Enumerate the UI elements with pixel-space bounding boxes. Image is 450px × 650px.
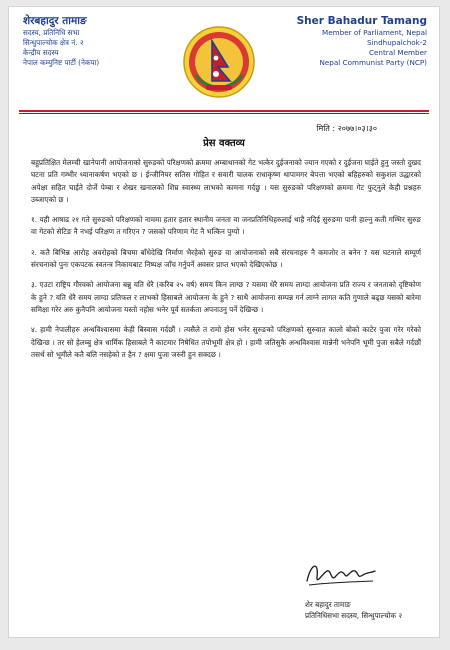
signatory-title: प्रतिनिधिसभा सदस्य, सिन्धुपाल्चोक २ xyxy=(305,611,403,620)
letterhead-line: नेपाल कम्युनिष्ट पार्टी (नेकपा) xyxy=(23,58,100,67)
signatory-name: शेर बहादुर तामाङ xyxy=(305,600,351,609)
letterhead-english xyxy=(277,15,427,68)
letterhead-line: Member of Parliament, Nepal xyxy=(322,28,427,37)
paragraph-intro: बहुप्रतिक्षित मेलम्ची खानेपानी आयोजनाको सुरुङको परिक्षणको क्रममा अम्बाथानको गेट भत्केर दुईजनाको ज्यान गएको र दुईजना घाईते हुनु जस्तो दुखद घटना प्रति गम्भीर ध्यानाकर्षण भएको छ । ईन्जीनियर सतिस गोहित र सवारी चालक राधाकृष्ण थापामगर बेपत्ता भएको बहिहरुको सकुशल उद्धारको अपेक्षा सहित घाईते दोर्जे पेम्बा र शेखर खनालको शिघ्र स्वास्थ्य लाभको कामना गर्दछु । यस सुरुङको परिक्षणको क्रममा गेट फुट्नुले केही प्रश्नहरु उब्जाएको छ । xyxy=(31,158,421,204)
paragraph-point-3: ३. एउटा राष्ट्रिय गौरवको आयोजना बन्नु यति धेरै (करिब २५ वर्ष) समय किन लाग्छ ? यसमा धेरै समय लाग्दा आयोजना प्रति राज्य र जनताको दृष्टिकोण के हुने ? यति धेरै समय लाग्दा प्रतिफल र लाभको हिसाबले आयोजना के हुने ? साथै आयोजना सम्पन्न गर्न लाग्ने लागत कति गुणाले बढ्छ यसको बारेमा समिक्षा गरेर अरु कुनैपनि आयोजना यस्तो नहोस भनेर पूर्व सतर्कता अपनाउनु पर्ने देखिन्छ । xyxy=(31,280,421,314)
document-date: मिति : २०७७।०३।३० xyxy=(316,124,377,133)
letterhead-line: Sindhupalchok-2 xyxy=(367,38,427,47)
nepal-emblem-icon xyxy=(182,25,256,99)
letterhead-nepali xyxy=(23,15,173,68)
letterhead-name-english: Sher Bahadur Tamang xyxy=(296,15,427,27)
letterhead-line: Central Member xyxy=(368,48,427,57)
signatory-block xyxy=(305,599,402,621)
document-body xyxy=(31,157,421,369)
header-divider-red xyxy=(19,110,429,112)
letterhead-name-nepali: शेरबहादुर तामाङ xyxy=(23,15,87,27)
letterhead-line: Nepal Communist Party (NCP) xyxy=(319,58,427,67)
paragraph-point-1: १. यही आषाढ २१ गते सुरुङको परिक्षणको नाममा हतार हतार स्थानीय जनता वा जनप्रतिनिधिहरुलाई थाहै नदिई सुरुङमा पानी हाल्नु कती गम्भिर सुरुङ वा गेटको सेटिङ नै नभई परिक्षण त गरिएन ? जसको परिणाम गेट नै भत्किन पुग्यो । xyxy=(31,215,421,237)
header-divider-blue xyxy=(19,113,429,114)
paragraph-point-2: २. कतै बिभिन्न आरोह अवरोहको बिचमा बाँधेदेखि निर्माण भैरहेको सुरुङ वा आयोजनाको सबै संरचनाहरु नै कमजोर त बनेन ? यस घटनाले सम्पूर्ण संरचनाको पुनः एकपटक स्वतन्त्र निकायबाट निष्पक्ष जाँच गर्नुपर्ने अवसर प्राप्त भएको देखिएकोछ । xyxy=(31,247,421,270)
letterhead-line: सिन्धुपाल्चोक क्षेत्र नं. २ xyxy=(23,38,84,47)
handwritten-signature xyxy=(301,555,381,591)
letter-page xyxy=(8,6,440,638)
letterhead-line: केन्द्रीय सदस्य xyxy=(23,48,59,57)
letterhead-line: सदस्य, प्रतिनिधि सभा xyxy=(23,28,80,37)
document-title: प्रेस वक्तव्य xyxy=(203,138,245,149)
paragraph-point-4: ४. हामी नेपालीहरु अन्धविश्वासमा केही बिस्वास गर्दछौं । त्यसैले त रामो होस भनेर सुरुङको परिक्षणको सुरुवात कालो बोको काटेर पुजा गरेर गरेको देखिन्छ । तर सो हेलम्बु क्षेत्र धार्मिक हिसाबले नै काटमार निषेधित तपोभूमी क्षेत्र हो । हामी जतिसुकै अन्धविश्वास मान्नेनी भनेपनि भूमी पुजा सबैले गर्दछौं तसर्थ सो भूमीले कतै बलि नसहेको त हैन ? क्षमा पुजा जरुरी हुन सक्दछ । xyxy=(31,325,421,359)
